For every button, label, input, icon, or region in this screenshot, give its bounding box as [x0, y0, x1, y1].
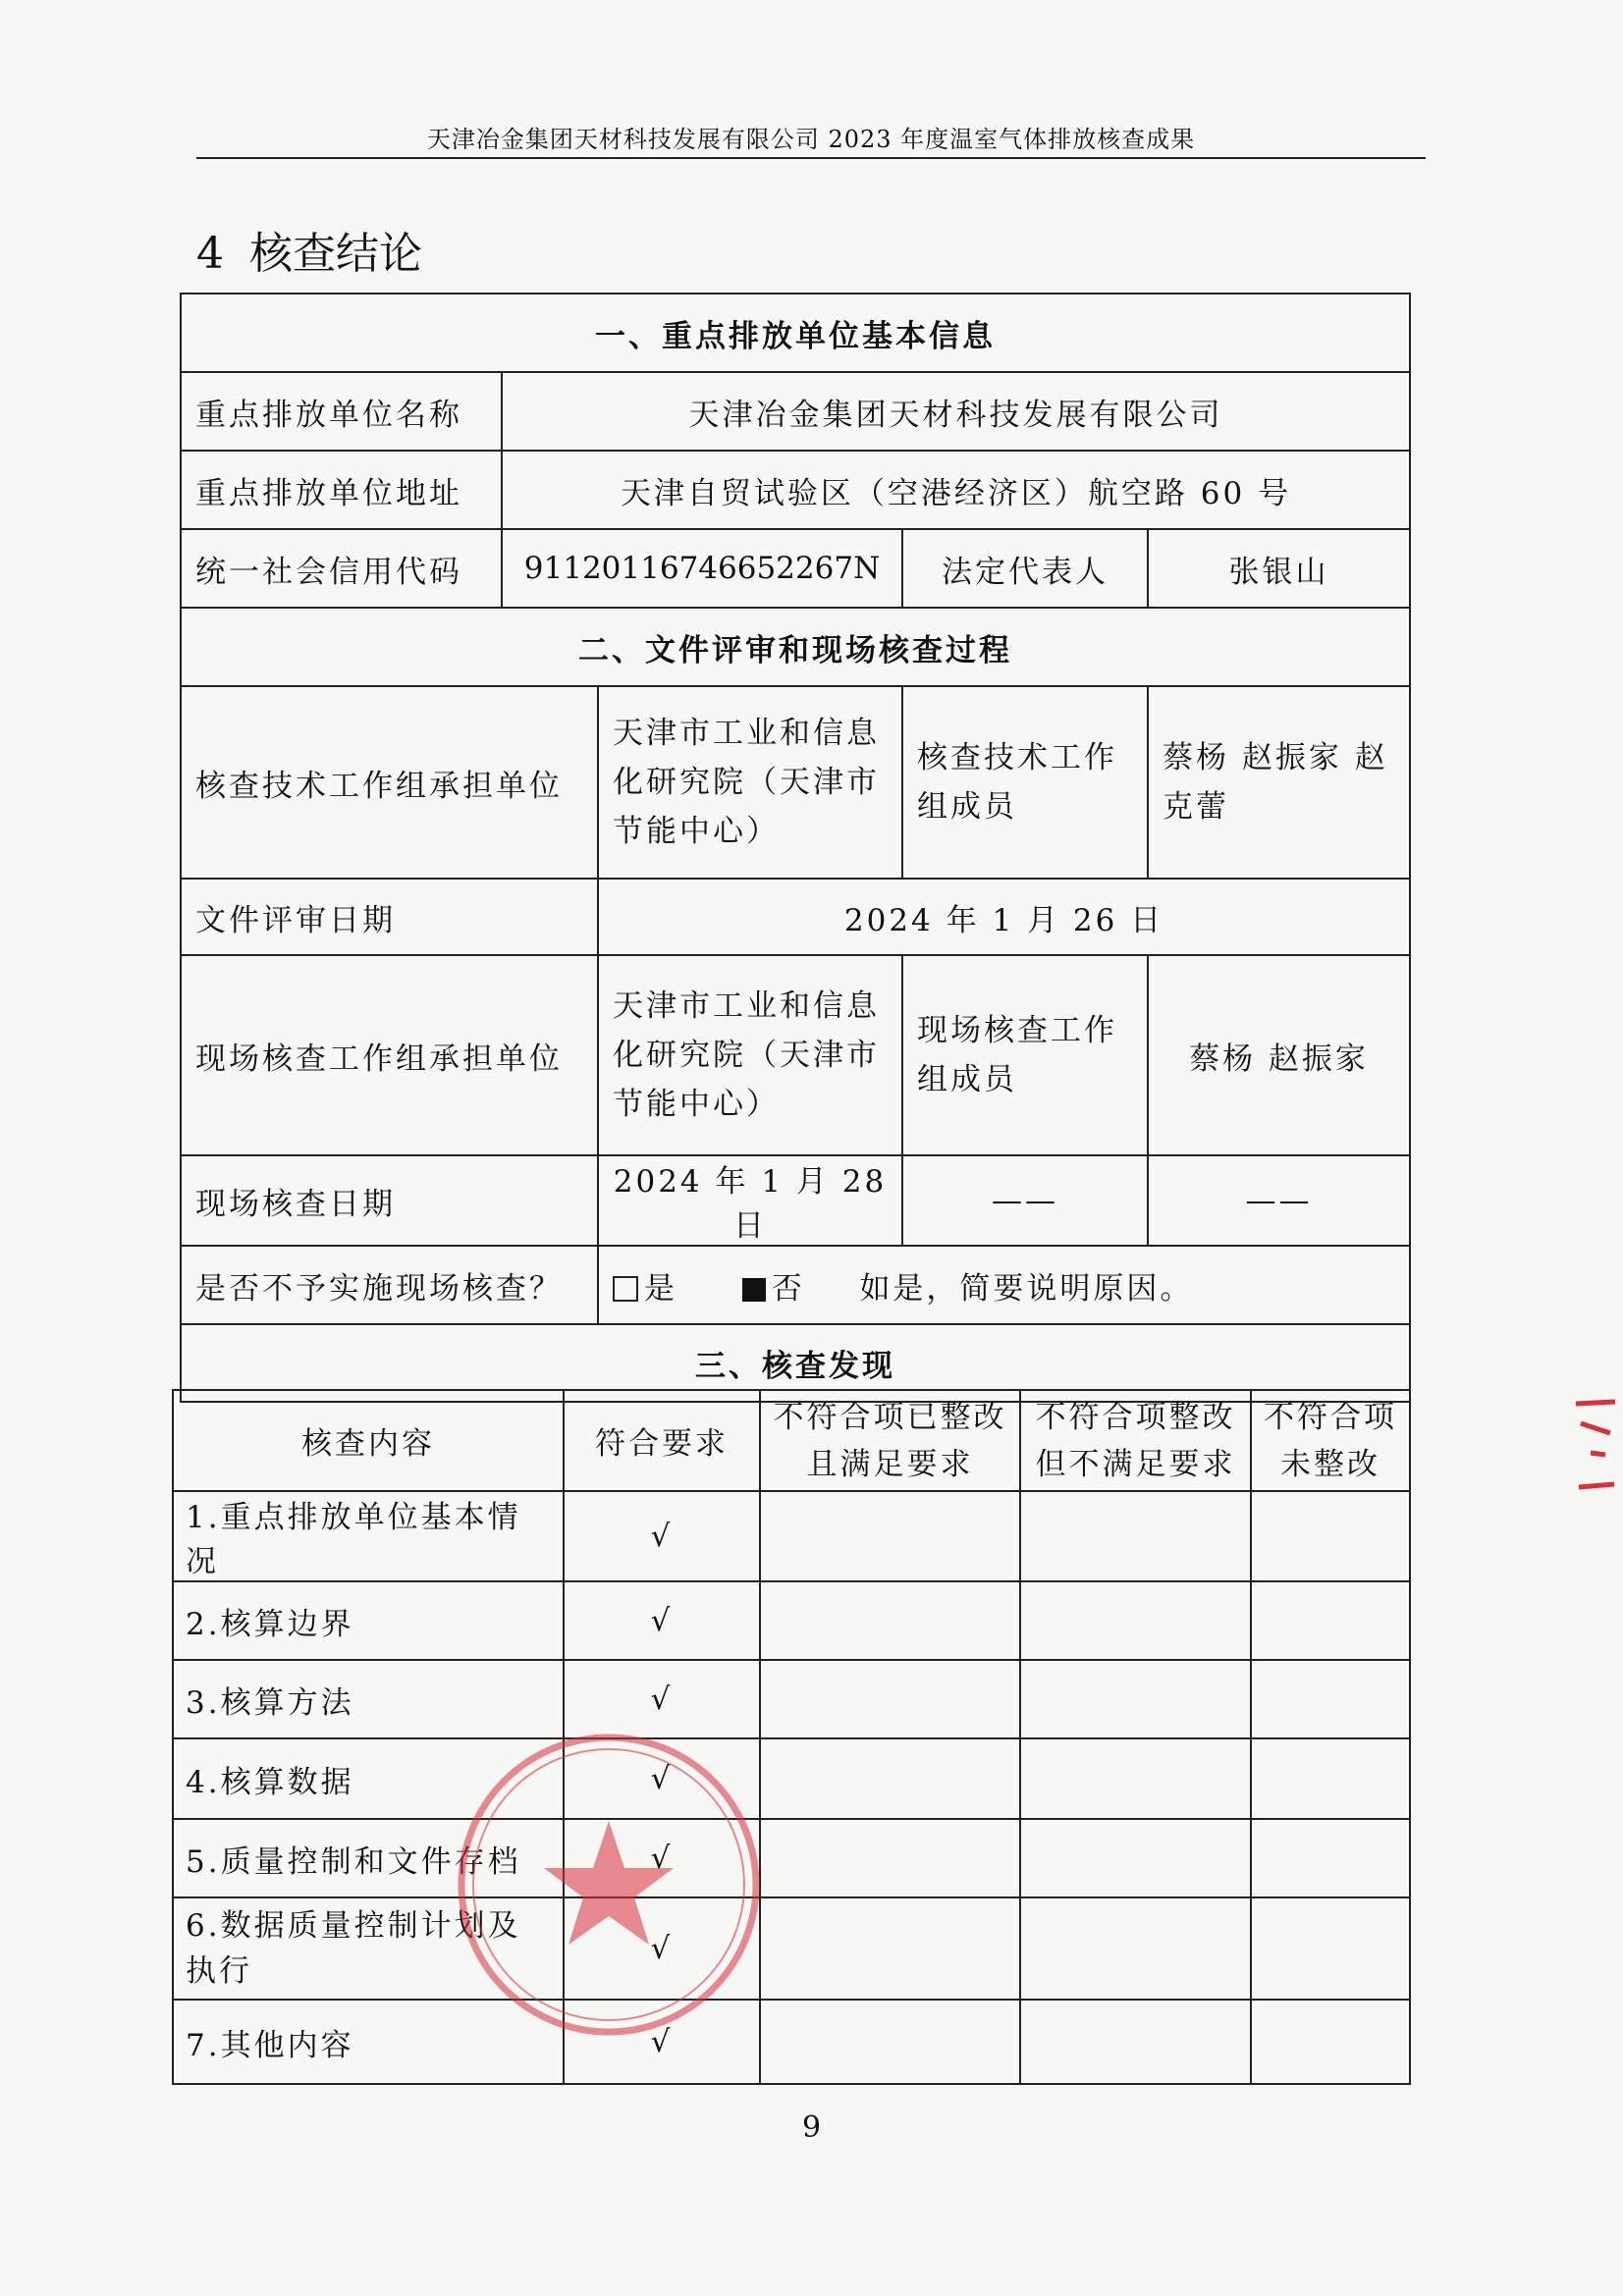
site-unit-label: 现场核查工作组承担单位 [181, 955, 598, 1155]
tech-unit-value: 天津市工业和信息化研究院（天津市节能中心） [598, 686, 902, 879]
site-unit-value: 天津市工业和信息化研究院（天津市节能中心） [598, 955, 902, 1155]
doc-review-date-value: 2024 年 1 月 26 日 [598, 879, 1410, 955]
skip-site-check-options [598, 1246, 1410, 1324]
checkbox-checked-icon [742, 1278, 766, 1302]
tech-members-label: 核查技术工作组成员 [902, 686, 1148, 879]
check-mark-icon: √ [564, 1897, 760, 2000]
finding-row-label: 1.重点排放单位基本情况 [173, 1491, 564, 1581]
finding-row-label: 4.核算数据 [173, 1738, 564, 1819]
col-header-compliant: 符合要求 [564, 1390, 760, 1491]
empty-cell [1020, 1738, 1251, 1819]
empty-cell [760, 1738, 1020, 1819]
empty-cell [1020, 2000, 1251, 2084]
check-mark-icon: √ [564, 1738, 760, 1819]
part1-heading: 一、重点排放单位基本信息 [181, 294, 1410, 372]
part2-heading: 二、文件评审和现场核查过程 [181, 608, 1410, 686]
finding-row-label: 6.数据质量控制计划及执行 [173, 1897, 564, 2000]
empty-cell [760, 1491, 1020, 1581]
site-members-value: 蔡杨 赵振家 [1148, 955, 1410, 1155]
findings-table [172, 1389, 1411, 2085]
site-date-value: 2024 年 1 月 28 日 [598, 1155, 902, 1246]
col-header-fixed-satisfied: 不符合项已整改且满足要求 [760, 1390, 1020, 1491]
empty-cell [760, 1660, 1020, 1738]
finding-row-label: 5.质量控制和文件存档 [173, 1819, 564, 1897]
section-number: 4 [196, 229, 224, 279]
credit-code-label: 统一社会信用代码 [181, 529, 502, 608]
checkbox-unchecked-icon [613, 1276, 638, 1302]
unit-name-label: 重点排放单位名称 [181, 372, 502, 451]
empty-cell [1020, 1581, 1251, 1660]
check-mark-icon: √ [564, 1660, 760, 1738]
site-date-dash-1: —— [902, 1155, 1148, 1246]
tech-members-value: 蔡杨 赵振家 赵克蕾 [1148, 686, 1410, 879]
empty-cell [1251, 1819, 1410, 1897]
part3-heading: 三、核查发现 [181, 1324, 1410, 1402]
tech-unit-label: 核查技术工作组承担单位 [181, 686, 598, 879]
unit-name-value: 天津冶金集团天材科技发展有限公司 [502, 372, 1410, 451]
credit-code-value: 91120116746652267N [502, 529, 902, 608]
empty-cell [1251, 1660, 1410, 1738]
option-no: 否 [771, 1270, 805, 1307]
check-mark-icon: √ [564, 1491, 760, 1581]
empty-cell [760, 1819, 1020, 1897]
unit-address-label: 重点排放单位地址 [181, 451, 502, 529]
finding-row-label: 7.其他内容 [173, 2000, 564, 2084]
empty-cell [1251, 1738, 1410, 1819]
finding-row-label: 2.核算边界 [173, 1581, 564, 1660]
check-mark-icon: √ [564, 1581, 760, 1660]
empty-cell [1020, 1897, 1251, 2000]
empty-cell [760, 1581, 1020, 1660]
site-members-label: 现场核查工作组成员 [902, 955, 1148, 1155]
seal-fragment-strokes [1576, 1402, 1615, 1487]
empty-cell [1020, 1491, 1251, 1581]
skip-note: 如是，简要说明原因。 [859, 1270, 1194, 1307]
option-yes: 是 [644, 1270, 677, 1307]
col-header-fixed-unsatisfied: 不符合项整改但不满足要求 [1020, 1390, 1251, 1491]
seal-star-icon [544, 1821, 674, 1945]
skip-site-check-label: 是否不予实施现场核查？ [181, 1246, 598, 1324]
empty-cell [1020, 1819, 1251, 1897]
empty-cell [1251, 1491, 1410, 1581]
running-header: 天津冶金集团天材科技发展有限公司 2023 年度温室气体排放核查成果 [426, 126, 1196, 153]
legal-rep-value: 张银山 [1148, 529, 1410, 608]
header-rule [196, 157, 1426, 159]
page-number: 9 [801, 2110, 822, 2145]
col-header-content: 核查内容 [173, 1390, 564, 1491]
unit-address-value: 天津自贸试验区（空港经济区）航空路 60 号 [502, 451, 1410, 529]
finding-row-label: 3.核算方法 [173, 1660, 564, 1738]
section-title [196, 218, 422, 281]
official-seal-stamp [452, 1728, 766, 2042]
empty-cell [760, 1897, 1020, 2000]
site-date-dash-2: —— [1148, 1155, 1410, 1246]
check-mark-icon: √ [564, 2000, 760, 2084]
legal-rep-label: 法定代表人 [902, 529, 1148, 608]
doc-review-date-label: 文件评审日期 [181, 879, 598, 955]
col-header-not-fixed: 不符合项未整改 [1251, 1390, 1410, 1491]
empty-cell [1251, 2000, 1410, 2084]
section-heading: 核查结论 [249, 229, 422, 279]
check-mark-icon: √ [564, 1819, 760, 1897]
empty-cell [1251, 1581, 1410, 1660]
empty-cell [1251, 1897, 1410, 2000]
empty-cell [1020, 1660, 1251, 1738]
edge-seal-fragment [1571, 1394, 1620, 1502]
conclusion-table [180, 293, 1411, 1403]
empty-cell [760, 2000, 1020, 2084]
site-date-label: 现场核查日期 [181, 1155, 598, 1246]
